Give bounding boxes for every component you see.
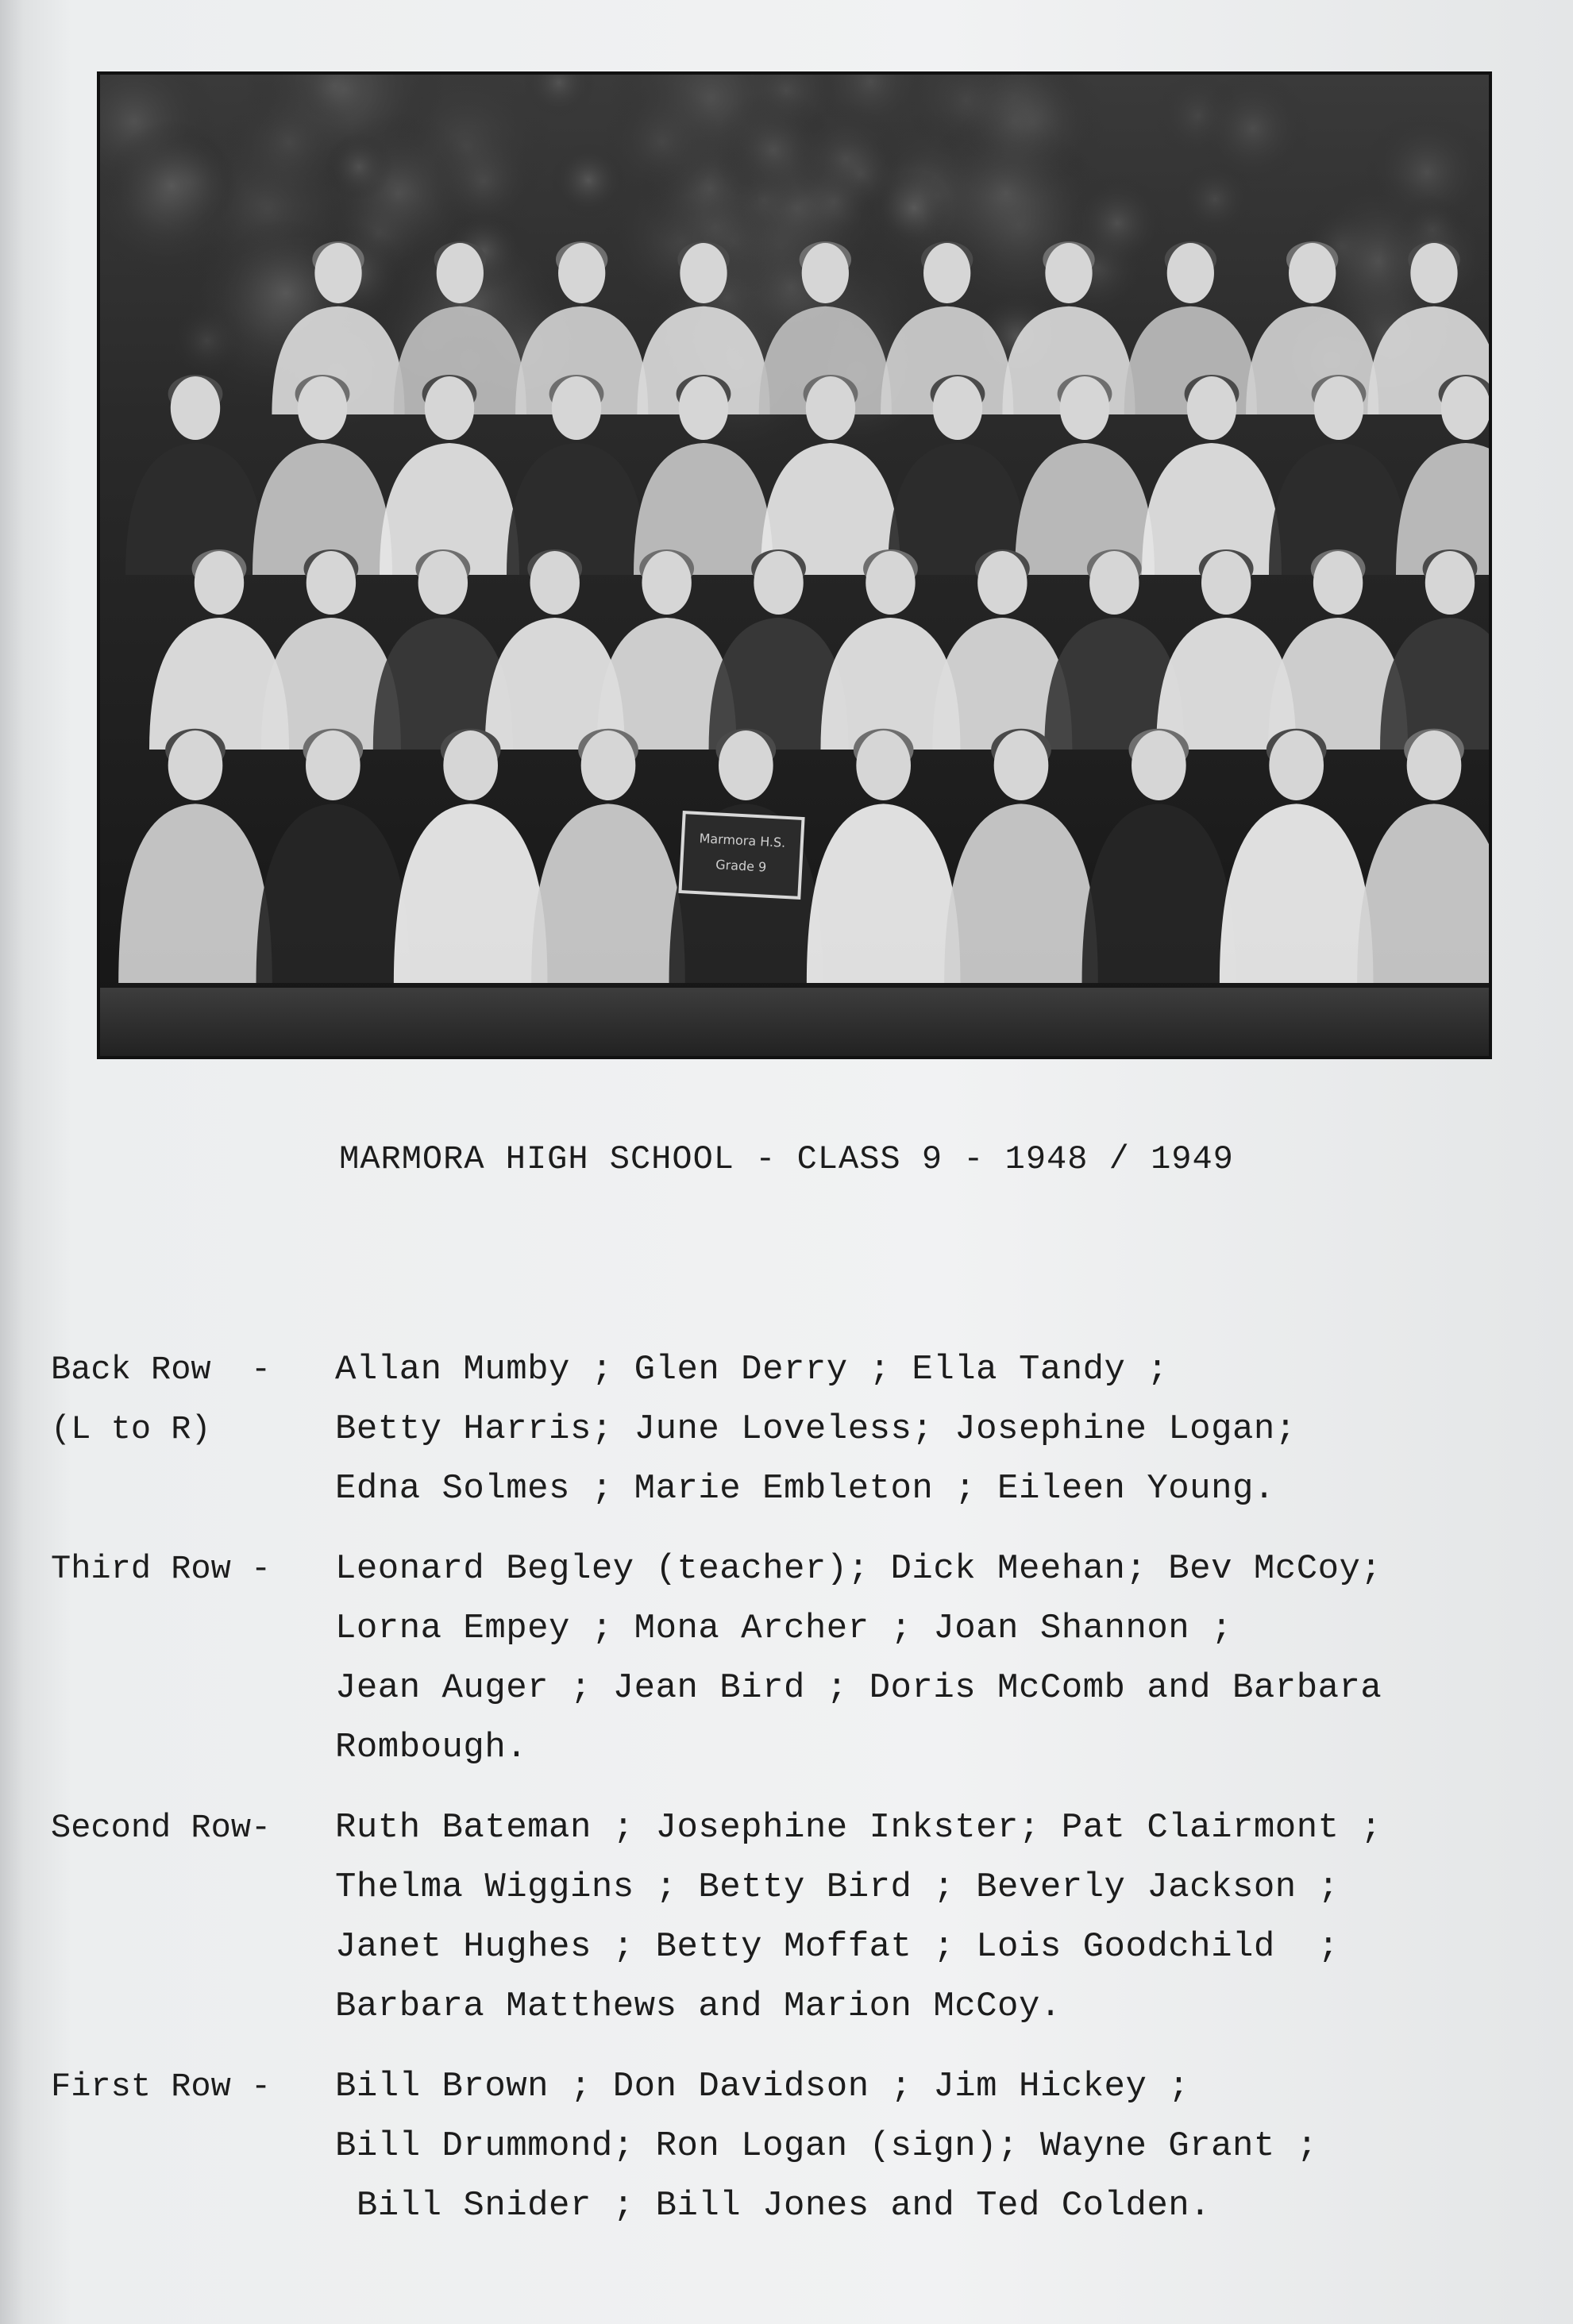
second-row-line: Ruth Bateman ; Josephine Inkster; Pat Clairmont ;	[335, 1808, 1382, 1848]
first-row-line: Bill Brown ; Don Davidson ; Jim Hickey ;	[335, 2067, 1190, 2106]
back-row-line: Allan Mumby ; Glen Derry ; Ella Tandy ;	[335, 1350, 1169, 1389]
second-row-line: Thelma Wiggins ; Betty Bird ; Beverly Jackson ;	[335, 1867, 1340, 1907]
names-roster	[51, 1340, 1528, 2257]
row-sublabel-back: (L to R)	[51, 1410, 211, 1448]
photo-caption: MARMORA HIGH SCHOOL - CLASS 9 - 1948 / 1949	[339, 1140, 1234, 1178]
back-row-line: Betty Harris; June Loveless; Josephine Logan;	[335, 1409, 1297, 1449]
class-photo-image	[100, 75, 1489, 1056]
row-label-first: First Row -	[51, 2068, 272, 2106]
ground	[100, 988, 1489, 1056]
class-sign	[680, 812, 803, 898]
second-row-line: Barbara Matthews and Marion McCoy.	[335, 1987, 1062, 2026]
sign-line-2: Grade 9	[715, 857, 767, 875]
class-photo	[97, 71, 1492, 1059]
third-row-line: Jean Auger ; Jean Bird ; Doris McComb and Barbara	[335, 1668, 1382, 1708]
third-row-line: Lorna Empey ; Mona Archer ; Joan Shannon ;	[335, 1609, 1232, 1648]
row-label-back: Back Row -	[51, 1351, 272, 1389]
sign-line-1: Marmora H.S.	[699, 831, 786, 850]
second-row-block	[51, 1798, 1528, 2037]
back-row-block	[51, 1340, 1528, 1519]
first-row-line: Bill Snider ; Bill Jones and Ted Colden.	[335, 2186, 1212, 2226]
back-row-line: Edna Solmes ; Marie Embleton ; Eileen Young.	[335, 1469, 1275, 1509]
third-row-line: Rombough.	[335, 1728, 528, 1767]
first-row-line: Bill Drummond; Ron Logan (sign); Wayne Grant ;	[335, 2126, 1318, 2166]
row-label-third: Third Row -	[51, 1550, 272, 1588]
second-row-line: Janet Hughes ; Betty Moffat ; Lois Goodchild ;	[335, 1927, 1340, 1967]
third-row-block	[51, 1540, 1528, 1778]
third-row-line: Leonard Begley (teacher); Dick Meehan; Bev McCoy;	[335, 1549, 1382, 1589]
row-label-second: Second Row-	[51, 1809, 272, 1847]
first-row-block	[51, 2057, 1528, 2236]
